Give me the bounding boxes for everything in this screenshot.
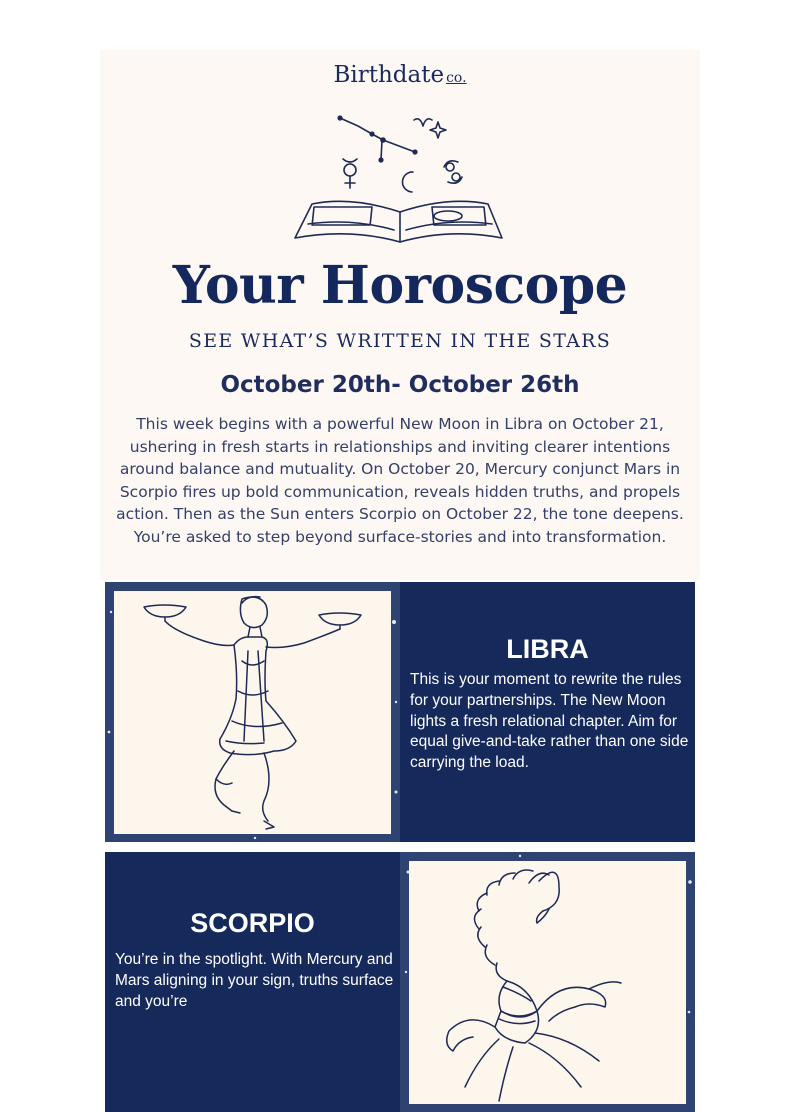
libra-description: This is your moment to rewrite the rules for your partnerships. The New Moon lights a fresh relational chapter. Aim for equal give-and-take rather than one side carrying the load. xyxy=(410,671,689,772)
date-range: October 20th- October 26th xyxy=(220,372,580,398)
scorpio-illustration-frame xyxy=(409,861,686,1104)
intro-paragraph: This week begins with a powerful New Moon in Libra on October 21, ushering in fresh starts in relationships and inviting clearer intentions around balance and mutuality. On October 20, Mercury conjunct Mars in Scorpio fires up bold communication, reveals hidden truths, and propels action. Then as the Sun enters Scorpio on October 22, the tone deepens. You’re asked to step beyond surface-stories and into transformation. xyxy=(116,415,684,546)
libra-image-panel xyxy=(105,582,400,842)
page-title: Your Horoscope xyxy=(172,255,628,316)
libra-woman-with-scales-illustration xyxy=(114,591,391,834)
scorpio-text-panel xyxy=(105,852,400,1112)
page-subtitle: SEE WHAT’S WRITTEN IN THE STARS xyxy=(188,330,612,352)
scorpio-image-panel xyxy=(400,852,695,1112)
hero-section xyxy=(100,50,700,580)
email-body xyxy=(100,50,700,1010)
scorpion-illustration xyxy=(409,861,686,1104)
scorpio-description: You’re in the spotlight. With Mercury and Mars aligning in your sign, truths surface and you’re xyxy=(115,951,394,1010)
libra-text-panel xyxy=(400,582,695,842)
brand-logo[interactable] xyxy=(100,62,700,88)
brand-suffix: co. xyxy=(446,70,467,86)
scorpio-card[interactable] xyxy=(105,852,695,1112)
brand-name: Birthdate xyxy=(333,62,445,88)
libra-heading: LIBRA xyxy=(506,634,589,664)
open-book-constellation-icon xyxy=(290,112,510,244)
scorpio-heading: SCORPIO xyxy=(190,908,315,938)
libra-card[interactable] xyxy=(105,582,695,842)
libra-illustration-frame xyxy=(114,591,391,834)
